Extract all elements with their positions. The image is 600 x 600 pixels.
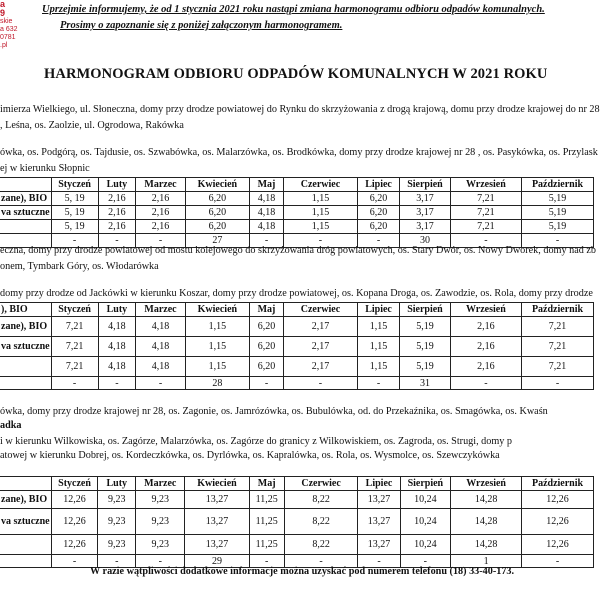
month-header: Maj <box>249 477 284 491</box>
section1-desc-2: , Leśna, os. Zaolzie, ul. Ogrodowa, Rakówka <box>0 120 184 131</box>
table-cell: - <box>98 377 136 390</box>
month-header: Sierpień <box>400 178 451 192</box>
table-cell: 9,23 <box>98 509 136 535</box>
table-header-label <box>0 477 51 491</box>
section1-desc-4: ej w kierunku Słopnic <box>0 163 90 174</box>
table-cell: 31 <box>400 377 451 390</box>
logo-line: a 632 <box>0 26 18 33</box>
table-cell: 12,26 <box>51 491 98 509</box>
table-cell: 29 <box>185 555 249 568</box>
month-header: Wrzesień <box>450 178 521 192</box>
table-cell: 5, 19 <box>51 220 98 234</box>
row-label <box>0 357 51 377</box>
table-cell: 7,21 <box>521 337 593 357</box>
page-title: HARMONOGRAM ODBIORU ODPADÓW KOMUNALNYCH W 2021 ROKU <box>44 66 548 82</box>
month-header: Sierpień <box>400 477 450 491</box>
table-cell: 2,16 <box>98 192 136 206</box>
month-header: Lipiec <box>357 178 399 192</box>
row-label: zane), BIO <box>0 491 51 509</box>
logo-line: 9 <box>0 8 6 18</box>
table-cell: 11,25 <box>249 491 284 509</box>
month-header: Październik <box>521 178 593 192</box>
table-cell: 4,18 <box>249 192 283 206</box>
month-header: Marzec <box>136 477 185 491</box>
month-header: Luty <box>98 477 136 491</box>
table-cell: 14,28 <box>451 535 522 555</box>
table-row <box>0 337 594 357</box>
table-cell: 14,28 <box>451 509 522 535</box>
table-cell: 2,16 <box>450 317 521 337</box>
row-label: va sztuczne <box>0 337 51 357</box>
table-cell: 11,25 <box>249 535 284 555</box>
month-header: Kwiecień <box>185 178 249 192</box>
table-cell: 2,16 <box>450 357 521 377</box>
table-cell: 11,25 <box>249 509 284 535</box>
table-cell: 7,21 <box>51 337 98 357</box>
table-row <box>0 491 594 509</box>
logo-line: .pl <box>0 42 8 49</box>
table-cell: - <box>98 555 136 568</box>
table-cell: 1,15 <box>284 192 358 206</box>
row-label: va sztuczne <box>0 206 51 220</box>
table-cell: 30 <box>400 234 451 248</box>
table-cell: 2,16 <box>98 220 136 234</box>
table-cell: 7,21 <box>51 317 98 337</box>
table-cell: 7,21 <box>450 206 521 220</box>
notice-line-2: Prosimy o zapoznanie się z poniżej załączonym harmonogramem. <box>60 20 343 31</box>
section2-desc-2: onem, Tymbark Góry, os. Włodarówka <box>0 261 159 272</box>
section3-desc-3: i w kierunku Wilkowiska, os. Zagórze, Malarzówka, os. Zagórze do granicy z Wilkowiskiem, os. Zagroda, os. Strugi, domy p <box>0 436 513 447</box>
month-header: Czerwiec <box>284 303 358 317</box>
table-cell: 4,18 <box>249 206 283 220</box>
table-header-row <box>0 178 594 192</box>
table-cell: 13,27 <box>185 535 249 555</box>
table-cell: 12,26 <box>51 509 98 535</box>
table-cell: 2,16 <box>136 206 186 220</box>
month-header: Styczeń <box>51 303 98 317</box>
table-cell: 6,20 <box>185 220 249 234</box>
table-header-row <box>0 303 594 317</box>
table-cell: - <box>284 377 358 390</box>
month-header: Maj <box>249 303 283 317</box>
table-cell: 6,20 <box>249 317 283 337</box>
table-cell: - <box>284 234 358 248</box>
table-cell: 5,19 <box>521 206 593 220</box>
table-cell: 10,24 <box>400 535 450 555</box>
table-cell: 9,23 <box>136 509 185 535</box>
month-header: Lipiec <box>358 477 400 491</box>
table-cell: - <box>136 234 186 248</box>
month-header: Lipiec <box>357 303 399 317</box>
table-cell: 6,20 <box>357 206 399 220</box>
table-cell: 6,20 <box>249 337 283 357</box>
table-cell: 9,23 <box>136 535 185 555</box>
table-cell: 2,16 <box>98 206 136 220</box>
table-cell: - <box>357 234 399 248</box>
table-cell: - <box>400 555 450 568</box>
table-cell: 1,15 <box>284 206 358 220</box>
row-label: zane), BIO <box>0 192 51 206</box>
table-cell: 7,21 <box>521 357 593 377</box>
table-cell: - <box>450 234 521 248</box>
month-header: Styczeń <box>51 178 98 192</box>
table-cell: 4,18 <box>249 220 283 234</box>
month-header: Styczeń <box>51 477 98 491</box>
table-header-label <box>0 178 51 192</box>
month-header: Czerwiec <box>284 477 358 491</box>
month-header: Kwiecień <box>185 477 249 491</box>
company-logo <box>0 0 18 50</box>
footer-note: W razie wątpliwości dodatkowe informacje można uzyskać pod numerem telefonu (18) 33-40-173. <box>90 566 515 577</box>
section1-desc-1: imierza Wielkiego, ul. Słoneczna, domy przy drodze powiatowej do Rynku do skrzyżowania z drogą krajową, domu przy drodze krajowej do nr 28 <box>0 104 600 115</box>
month-header: Październik <box>522 477 594 491</box>
month-header: Maj <box>249 178 283 192</box>
table-cell: 1,15 <box>185 317 249 337</box>
table-row <box>0 317 594 337</box>
table-cell: - <box>136 555 185 568</box>
table-cell: 13,27 <box>185 509 249 535</box>
row-label <box>0 377 51 390</box>
row-label <box>0 555 51 568</box>
table-cell: 7,21 <box>521 317 593 337</box>
table-cell: 13,27 <box>358 491 400 509</box>
row-label <box>0 220 51 234</box>
table-cell: 2,17 <box>284 317 358 337</box>
month-header: Marzec <box>136 178 186 192</box>
table-cell: - <box>358 555 400 568</box>
table-cell: 4,18 <box>136 337 186 357</box>
table-cell: 10,24 <box>400 509 450 535</box>
table-cell: 8,22 <box>284 535 358 555</box>
table-cell: 5,19 <box>521 192 593 206</box>
table-cell: 4,18 <box>98 317 136 337</box>
logo-line: skie <box>0 18 13 25</box>
logo-line: 0781 <box>0 34 16 41</box>
schedule-table-2 <box>0 302 594 390</box>
logo-line: a <box>0 0 6 9</box>
table-cell: - <box>51 377 98 390</box>
month-header: Marzec <box>136 303 186 317</box>
table-row <box>0 206 594 220</box>
table-cell: 2,16 <box>450 337 521 357</box>
table-cell: 1,15 <box>284 220 358 234</box>
table-row <box>0 377 594 390</box>
table-cell: 12,26 <box>522 491 594 509</box>
row-label: va sztuczne <box>0 509 51 535</box>
table-cell: 6,20 <box>357 192 399 206</box>
table-cell: 7,21 <box>450 220 521 234</box>
table-cell: - <box>51 555 98 568</box>
table-cell: 12,26 <box>522 535 594 555</box>
table-cell: 1 <box>451 555 522 568</box>
table-cell: 4,18 <box>136 317 186 337</box>
row-label <box>0 535 51 555</box>
schedule-table-3 <box>0 476 594 568</box>
table-cell: - <box>249 377 283 390</box>
table-cell: 3,17 <box>400 192 451 206</box>
table-cell: 8,22 <box>284 509 358 535</box>
table-cell: 5, 19 <box>51 192 98 206</box>
month-header: Luty <box>98 178 136 192</box>
table-cell: 7,21 <box>51 357 98 377</box>
table-cell: 9,23 <box>98 491 136 509</box>
section3-desc-2: adka <box>0 420 22 431</box>
month-header: Wrzesień <box>451 477 522 491</box>
month-header: Luty <box>98 303 136 317</box>
table-cell: 5,19 <box>400 337 451 357</box>
table-cell: 6,20 <box>249 357 283 377</box>
table-cell: 13,27 <box>358 535 400 555</box>
table-cell: 5,19 <box>400 357 451 377</box>
table-header-row <box>0 477 594 491</box>
table-cell: - <box>249 555 284 568</box>
table-row <box>0 192 594 206</box>
table-cell: 6,20 <box>357 220 399 234</box>
table-cell: 4,18 <box>98 337 136 357</box>
table-cell: - <box>136 377 186 390</box>
table-cell: 8,22 <box>284 491 358 509</box>
table-cell: 7,21 <box>450 192 521 206</box>
section2-desc-3: domy przy drodze od Jackówki w kierunku Koszar, domy przy drodze powiatowej, os. Kopana Droga, os. Zawodzie, os. Rola, domy przy drodze <box>0 288 593 299</box>
table-cell: 1,15 <box>185 337 249 357</box>
section3-desc-4: atowej w kierunku Dobrej, os. Kordeczkówka, os. Dyrlówka, os. Kapralówka, os. Rola, os. Wysmolce, os. Szewczykówka <box>0 450 500 461</box>
table-cell: 6,20 <box>185 206 249 220</box>
row-label: zane), BIO <box>0 317 51 337</box>
table-cell: 12,26 <box>51 535 98 555</box>
table-cell: 5, 19 <box>51 206 98 220</box>
table-cell: 3,17 <box>400 220 451 234</box>
table-cell: 2,17 <box>284 337 358 357</box>
table-cell: 2,16 <box>136 192 186 206</box>
section2-desc-1: eczna, domy przy drodze powiatowej od mostu kolejowego do skrzyżowania dróg powiatowych, os. Stary Dwór, os. Nowy Dworek, domy nad zb <box>0 245 596 256</box>
table-cell: 14,28 <box>451 491 522 509</box>
table-cell: 10,24 <box>400 491 450 509</box>
month-header: Wrzesień <box>450 303 521 317</box>
table-cell: - <box>522 555 594 568</box>
table-header-label: ), BIO <box>0 303 51 317</box>
table-cell: 1,15 <box>185 357 249 377</box>
table-cell: - <box>249 234 283 248</box>
table-cell: - <box>521 234 593 248</box>
table-cell: 6,20 <box>185 192 249 206</box>
month-header: Październik <box>521 303 593 317</box>
table-cell: 12,26 <box>522 509 594 535</box>
section1-desc-3: ówka, os. Podgórą, os. Tajdusie, os. Szwabówka, os. Malarzówka, os. Brodkówka, domy przy drodze krajowej nr 28 , os. Pasykówka, os. Przylask <box>0 147 598 158</box>
month-header: Czerwiec <box>284 178 358 192</box>
table-cell: 13,27 <box>185 491 249 509</box>
table-row <box>0 357 594 377</box>
table-cell: 27 <box>185 234 249 248</box>
table-cell: 9,23 <box>98 535 136 555</box>
table-cell: 13,27 <box>358 509 400 535</box>
table-row <box>0 535 594 555</box>
table-cell: 4,18 <box>136 357 186 377</box>
schedule-table-1 <box>0 177 594 248</box>
table-cell: - <box>51 234 98 248</box>
table-cell: 28 <box>185 377 249 390</box>
table-cell: - <box>521 377 593 390</box>
table-cell: 9,23 <box>136 491 185 509</box>
table-cell: 2,16 <box>136 220 186 234</box>
table-cell: 4,18 <box>98 357 136 377</box>
section3-desc-1: ówka, domy przy drodze krajowej nr 28, os. Zagonie, os. Jamrózówka, os. Bubulówka, od. do Przekaźnika, os. Smagówka, os. Kwaśn <box>0 406 548 417</box>
notice-line-1: Uprzejmie informujemy, że od 1 stycznia 2021 roku nastąpi zmiana harmonogramu odbioru odpadów komunalnych. <box>42 4 545 15</box>
table-cell: 3,17 <box>400 206 451 220</box>
table-cell: 1,15 <box>357 337 399 357</box>
table-cell: - <box>357 377 399 390</box>
table-row <box>0 509 594 535</box>
table-cell: 5,19 <box>400 317 451 337</box>
table-cell: - <box>450 377 521 390</box>
table-cell: 2,17 <box>284 357 358 377</box>
month-header: Sierpień <box>400 303 451 317</box>
month-header: Kwiecień <box>185 303 249 317</box>
table-row <box>0 220 594 234</box>
table-cell: 1,15 <box>357 317 399 337</box>
table-cell: 5,19 <box>521 220 593 234</box>
table-cell: 1,15 <box>357 357 399 377</box>
table-cell: - <box>284 555 358 568</box>
table-cell: - <box>98 234 136 248</box>
